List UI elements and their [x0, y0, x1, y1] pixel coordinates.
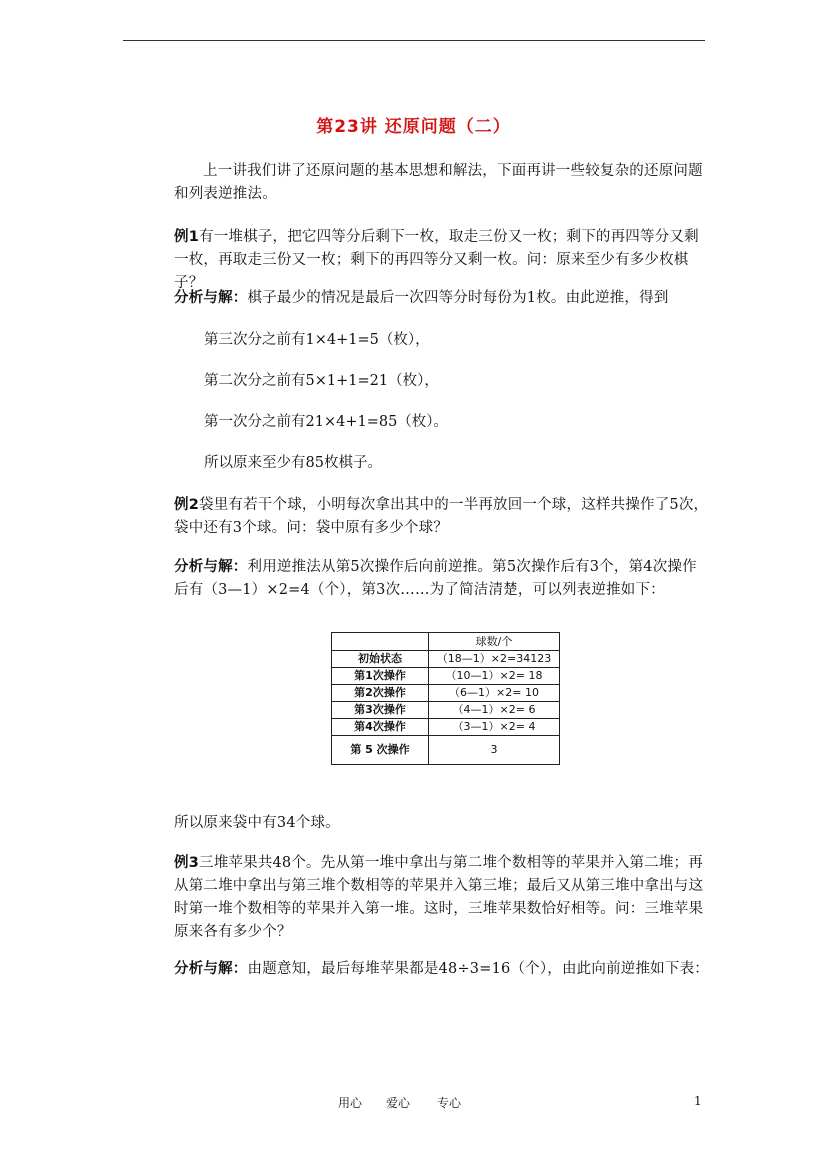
- solution-1-label: 分析与解：: [174, 290, 248, 306]
- solution-1-step: 第三次分之前有1×4+1=5（枚），: [204, 332, 430, 348]
- solution-1-step: 第二次分之前有5×1+1=21（枚），: [204, 373, 439, 389]
- table-header-cell: [332, 633, 429, 651]
- header-rule: [123, 40, 705, 41]
- table-cell-label: 第4次操作: [332, 719, 429, 736]
- footer-text: 专心: [437, 1096, 462, 1110]
- table-row: [332, 702, 560, 719]
- table-cell-label: 第1次操作: [332, 668, 429, 685]
- table-row: [332, 685, 560, 702]
- conclusion-2: 所以原来袋中有34个球。: [174, 815, 340, 831]
- footer-text: 用心: [338, 1096, 363, 1110]
- table-header-row: [332, 633, 560, 651]
- solution-2: [174, 556, 710, 602]
- table-header-cell: 球数/个: [429, 633, 560, 651]
- example-2: [174, 494, 710, 540]
- solution-2-text: 利用逆推法从第5次操作后向前逆推。第5次操作后有3个，第4次操作后有（3—1）×2=4（个），第3次……为了简洁清楚，可以列表逆推如下：: [174, 559, 697, 598]
- solution-3-label: 分析与解：: [174, 961, 248, 977]
- example-3-text: 三堆苹果共48个。先从第一堆中拿出与第二堆个数相等的苹果并入第二堆；再从第二堆中拿出与第三堆个数相等的苹果并入第三堆；最后又从第三堆中拿出与这时第一堆个数相等的苹果并入第一堆。这时，三堆苹果数恰好相等。问：三堆苹果原来各有多少个？: [174, 855, 704, 940]
- table-cell-value: （3—1）×2= 4: [429, 719, 560, 736]
- solution-1-text: 棋子最少的情况是最后一次四等分时每份为1枚。由此逆推，得到: [247, 290, 669, 306]
- table-row: [332, 668, 560, 685]
- table-cell-value: （6—1）×2= 10: [429, 685, 560, 702]
- table-cell-value: （4—1）×2= 6: [429, 702, 560, 719]
- example-2-text: 袋里有若干个球，小明每次拿出其中的一半再放回一个球，这样共操作了5次，袋中还有3个球。问：袋中原有多少个球？: [174, 497, 709, 536]
- example-3-label: 例3: [174, 855, 199, 871]
- table-cell-label: 初始状态: [332, 651, 429, 668]
- example-1-text: 有一堆棋子，把它四等分后剩下一枚，取走三份又一枚；剩下的再四等分又剩一枚，再取走三份又一枚；剩下的再四等分又剩一枚。问：原来至少有多少枚棋子？: [174, 229, 699, 291]
- table-row: [332, 736, 560, 765]
- table-cell-label: 第 5 次操作: [332, 736, 429, 765]
- example-1: [174, 226, 710, 295]
- operations-table: [331, 632, 560, 765]
- example-2-label: 例2: [174, 497, 199, 513]
- table-row: [332, 651, 560, 668]
- solution-2-label: 分析与解：: [174, 559, 248, 575]
- example-1-label: 例1: [174, 229, 199, 245]
- table-cell-value: （10—1）×2= 18: [429, 668, 560, 685]
- solution-3: [174, 958, 710, 981]
- footer-text: 爱心: [386, 1096, 411, 1110]
- solution-1-step: 第一次分之前有21×4+1=85（枚）。: [204, 414, 449, 430]
- example-3: [174, 852, 710, 944]
- solution-3-text: 由题意知，最后每堆苹果都是48÷3=16（个），由此向前逆推如下表：: [247, 961, 709, 977]
- table-cell-value: 3: [429, 736, 560, 765]
- page-title: 第23讲 还原问题（二）: [316, 117, 511, 137]
- solution-1: [174, 287, 710, 310]
- table-cell-label: 第2次操作: [332, 685, 429, 702]
- table-cell-value: （18—1）×2=34123: [429, 651, 560, 668]
- solution-1-conclusion: 所以原来至少有85枚棋子。: [204, 455, 382, 471]
- page-number: 1: [694, 1094, 702, 1108]
- table-cell-label: 第3次操作: [332, 702, 429, 719]
- intro-paragraph: 上一讲我们讲了还原问题的基本思想和解法，下面再讲一些较复杂的还原问题和列表逆推法。: [174, 163, 703, 202]
- table-row: [332, 719, 560, 736]
